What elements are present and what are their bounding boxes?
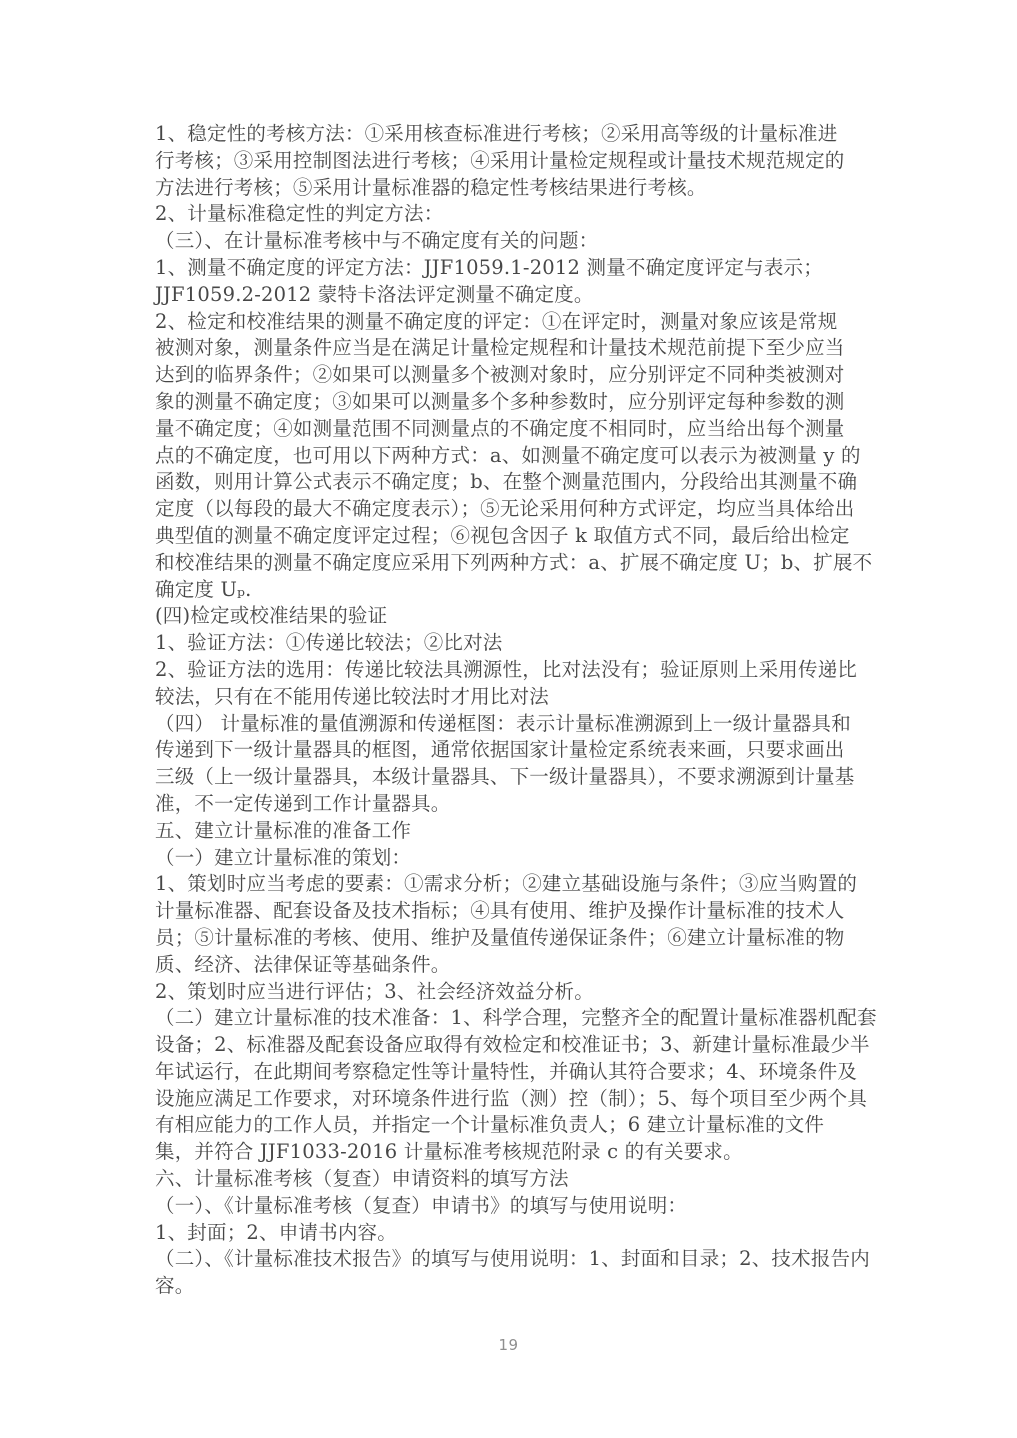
- text-line: 2、计量标准稳定性的判定方法：: [155, 202, 444, 226]
- text-line: 准，不一定传递到工作计量器具。: [155, 791, 451, 815]
- text-line: 质、经济、法律保证等基础条件。: [155, 952, 451, 976]
- text-line: （二）、《计量标准技术报告》的填写与使用说明：1、封面和目录；2、技术报告内: [155, 1247, 870, 1271]
- text-line: 容。: [155, 1274, 195, 1298]
- text-line: 三级（上一级计量器具，本级计量器具、下一级计量器具），不要求溯源到计量基: [155, 765, 855, 789]
- text-line: （四） 计量标准的量值溯源和传递框图：表示计量标准溯源到上一级计量器具和: [155, 711, 851, 735]
- text-line: 象的测量不确定度；③如果可以测量多个多种参数时，应分别评定每种参数的测: [155, 389, 845, 413]
- text-line: 年试运行，在此期间考察稳定性等计量特性，并确认其符合要求；4、环境条件及: [155, 1059, 858, 1083]
- text-line: 2、验证方法的选用：传递比较法具溯源性，比对法没有；验证原则上采用传递比: [155, 657, 858, 681]
- text-line: 员；⑤计量标准的考核、使用、维护及量值传递保证条件；⑥建立计量标准的物: [155, 925, 845, 949]
- text-line: 设施应满足工作要求，对环境条件进行监（测）控（制）；5、每个项目至少两个具: [155, 1086, 868, 1110]
- text-line: 点的不确定度，也可用以下两种方式：a、如测量不确定度可以表示为被测量 y 的: [155, 443, 861, 467]
- text-line: （三）、在计量标准考核中与不确定度有关的问题：: [155, 229, 599, 253]
- text-line: 典型值的测量不确定度评定过程；⑥视包含因子 k 取值方式不同，最后给出检定: [155, 523, 850, 547]
- text-line: 2、检定和校准结果的测量不确定度的评定：①在评定时，测量对象应该是常规: [155, 309, 838, 333]
- text-line: 设备；2、标准器及配套设备应取得有效检定和校准证书；3、新建计量标准最少半: [155, 1033, 870, 1057]
- text-line: 传递到下一级计量器具的框图，通常依据国家计量检定系统表来画，只要求画出: [155, 738, 845, 762]
- text-line: JJF1059.2-2012 蒙特卡洛法评定测量不确定度。: [155, 282, 594, 306]
- text-line: 有相应能力的工作人员，并指定一个计量标准负责人；6 建立计量标准的文件: [155, 1113, 825, 1137]
- text-line: 函数，则用计算公式表示不确定度；b、在整个测量范围内，分段给出其测量不确: [155, 470, 858, 494]
- text-line: 1、测量不确定度的评定方法：JJF1059.1-2012 测量不确定度评定与表示；: [155, 255, 823, 279]
- text-line: 1、策划时应当考虑的要素：①需求分析；②建立基础设施与条件；③应当购置的: [155, 872, 858, 896]
- text-line: （一）建立计量标准的策划：: [155, 845, 412, 869]
- text-line: (四)检定或校准结果的验证: [155, 604, 388, 628]
- text-line: 六、计量标准考核（复查）申请资料的填写方法: [155, 1167, 569, 1191]
- text-line: 计量标准器、配套设备及技术指标；④具有使用、维护及操作计量标准的技术人: [155, 899, 845, 923]
- text-line: 较法，只有在不能用传递比较法时才用比对法: [155, 684, 550, 708]
- text-line: 1、验证方法：①传递比较法；②比对法: [155, 631, 503, 655]
- text-line: 确定度 Uₚ.: [155, 577, 252, 601]
- text-line: 被测对象，测量条件应当是在满足计量检定规程和计量技术规范前提下至少应当: [155, 336, 845, 360]
- text-line: 定度（以每段的最大不确定度表示）；⑤无论采用何种方式评定，均应当具体给出: [155, 497, 855, 521]
- text-line: 和校准结果的测量不确定度应采用下列两种方式：a、扩展不确定度 U；b、扩展不: [155, 550, 873, 574]
- text-line: 行考核；③采用控制图法进行考核；④采用计量检定规程或计量技术规范规定的: [155, 148, 845, 172]
- text-line: 2、策划时应当进行评估；3、社会经济效益分析。: [155, 979, 594, 1003]
- text-line: 达到的临界条件；②如果可以测量多个被测对象时，应分别评定不同种类被测对: [155, 363, 845, 387]
- text-line: 1、封面；2、申请书内容。: [155, 1220, 397, 1244]
- page-number: 19: [498, 1336, 519, 1354]
- text-line: 五、建立计量标准的准备工作: [155, 818, 412, 842]
- text-line: 量不确定度；④如测量范围不同测量点的不确定度不相同时，应当给出每个测量: [155, 416, 845, 440]
- text-line: （一）、《计量标准考核（复查）申请书》的填写与使用说明：: [155, 1193, 688, 1217]
- text-line: 1、稳定性的考核方法：①采用核查标准进行考核；②采用高等级的计量标准进: [155, 122, 838, 145]
- text-line: （二）建立计量标准的技术准备：1、科学合理，完整齐全的配置计量标准器机配套: [155, 1006, 877, 1030]
- document-text: [155, 121, 875, 1300]
- text-line: 方法进行考核；⑤采用计量标准器的稳定性考核结果进行考核。: [155, 175, 707, 199]
- text-line: 集，并符合 JJF1033-2016 计量标准考核规范附录 c 的有关要求。: [155, 1140, 743, 1164]
